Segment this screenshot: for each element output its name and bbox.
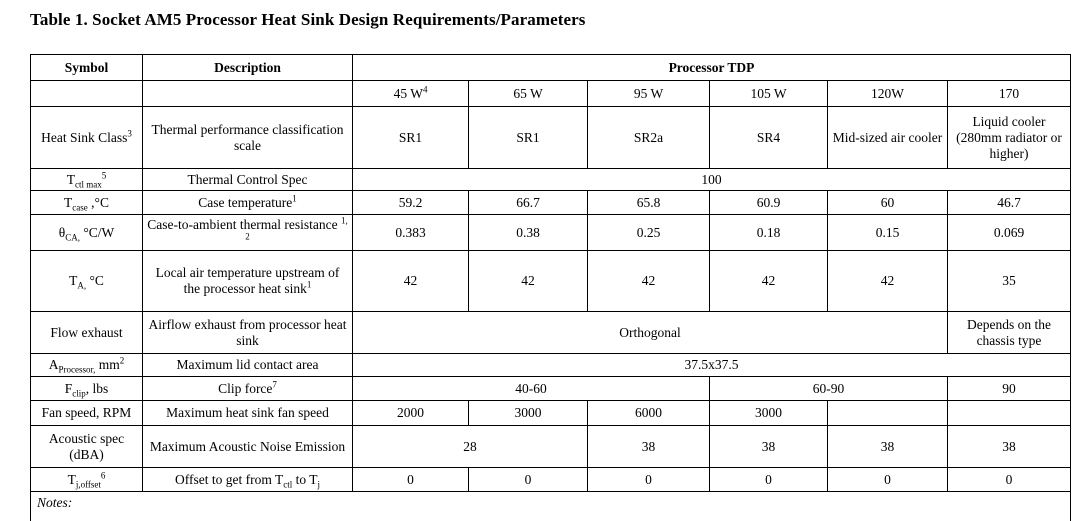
table-row-acoustic-spec bbox=[31, 426, 1071, 468]
description-cell: Case-to-ambient thermal resistance $^{1, 2}$ bbox=[143, 215, 353, 251]
tdp-column-header: 170 bbox=[948, 81, 1071, 107]
value-cell: 100 bbox=[353, 169, 1071, 191]
description-cell: Offset to get from $T_{ctl}$ to $T_j$ bbox=[143, 468, 353, 492]
symbol-cell: $T_{ctl max}^5$ bbox=[31, 169, 143, 191]
value-cell: Depends on the chassis type bbox=[948, 312, 1071, 354]
empty-cell bbox=[143, 81, 353, 107]
description-cell: Maximum heat sink fan speed bbox=[143, 401, 353, 426]
description-cell: Clip force$^7$ bbox=[143, 377, 353, 401]
value-cell: 6000 bbox=[588, 401, 710, 426]
description-cell: Thermal Control Spec bbox=[143, 169, 353, 191]
tdp-subheader-row bbox=[31, 81, 1071, 107]
description-cell: Local air temperature upstream of the processor heat sink$^1$ bbox=[143, 251, 353, 312]
symbol-cell: $T_{case}$ ,°C bbox=[31, 191, 143, 215]
col-header-tdp-group: Processor TDP bbox=[353, 55, 1071, 81]
value-cell: 0.15 bbox=[828, 215, 948, 251]
symbol-cell: $T_{A,}$ °C bbox=[31, 251, 143, 312]
value-cell: 38 bbox=[948, 426, 1071, 468]
symbol-cell: Acoustic spec (dBA) bbox=[31, 426, 143, 468]
value-cell: 40-60 bbox=[353, 377, 710, 401]
value-cell: 60 bbox=[828, 191, 948, 215]
value-cell: Mid-sized air cooler bbox=[828, 107, 948, 169]
col-header-description: Description bbox=[143, 55, 353, 81]
value-cell: 0 bbox=[828, 468, 948, 492]
value-cell: 42 bbox=[588, 251, 710, 312]
value-cell: 66.7 bbox=[469, 191, 588, 215]
value-cell: 42 bbox=[353, 251, 469, 312]
heatsink-requirements-table bbox=[30, 54, 1071, 521]
table-row-heat-sink-class bbox=[31, 107, 1071, 169]
tdp-column-header: 95 W bbox=[588, 81, 710, 107]
value-cell bbox=[828, 401, 948, 426]
value-cell: 0.25 bbox=[588, 215, 710, 251]
symbol-cell: Flow exhaust bbox=[31, 312, 143, 354]
notes-label: Notes: bbox=[31, 492, 1071, 521]
description-cell: Maximum Acoustic Noise Emission bbox=[143, 426, 353, 468]
value-cell: 0 bbox=[948, 468, 1071, 492]
tdp-column-header: 45 $W^4$ bbox=[353, 81, 469, 107]
description-cell: Airflow exhaust from processor heat sink bbox=[143, 312, 353, 354]
description-cell: Case temperature$^1$ bbox=[143, 191, 353, 215]
value-cell: 42 bbox=[828, 251, 948, 312]
value-cell: 0 bbox=[710, 468, 828, 492]
description-cell: Maximum lid contact area bbox=[143, 354, 353, 377]
value-cell: 0.38 bbox=[469, 215, 588, 251]
notes-row bbox=[31, 492, 1071, 521]
value-cell: 0.383 bbox=[353, 215, 469, 251]
value-cell: 42 bbox=[710, 251, 828, 312]
value-cell: 46.7 bbox=[948, 191, 1071, 215]
table-row-ta-local-air bbox=[31, 251, 1071, 312]
value-cell: SR2a bbox=[588, 107, 710, 169]
tdp-column-header: 65 W bbox=[469, 81, 588, 107]
table-row-tctl-max bbox=[31, 169, 1071, 191]
value-cell: 60.9 bbox=[710, 191, 828, 215]
table-row-tcase bbox=[31, 191, 1071, 215]
value-cell: 0.069 bbox=[948, 215, 1071, 251]
table-row-theta-ca bbox=[31, 215, 1071, 251]
description-cell: Thermal performance classification scale bbox=[143, 107, 353, 169]
value-cell: SR4 bbox=[710, 107, 828, 169]
value-cell: 0.18 bbox=[710, 215, 828, 251]
value-cell: 3000 bbox=[469, 401, 588, 426]
value-cell: 38 bbox=[710, 426, 828, 468]
symbol-cell: Heat Sink Class$^3$ bbox=[31, 107, 143, 169]
value-cell bbox=[948, 401, 1071, 426]
value-cell: 2000 bbox=[353, 401, 469, 426]
symbol-cell: $\theta_{CA,}$ °C/W bbox=[31, 215, 143, 251]
value-cell: 28 bbox=[353, 426, 588, 468]
tdp-column-header: 105 W bbox=[710, 81, 828, 107]
table-title: Table 1. Socket AM5 Processor Heat Sink Design Requirements/Parameters bbox=[30, 10, 586, 29]
value-cell: SR1 bbox=[469, 107, 588, 169]
value-cell: SR1 bbox=[353, 107, 469, 169]
value-cell: 90 bbox=[948, 377, 1071, 401]
table-row-a-processor bbox=[31, 354, 1071, 377]
value-cell: 38 bbox=[828, 426, 948, 468]
symbol-cell: Fan speed, RPM bbox=[31, 401, 143, 426]
symbol-cell: $T_{j,offset}^6$ bbox=[31, 468, 143, 492]
empty-cell bbox=[31, 81, 143, 107]
value-cell: 60-90 bbox=[710, 377, 948, 401]
value-cell: 37.5x37.5 bbox=[353, 354, 1071, 377]
value-cell: 0 bbox=[469, 468, 588, 492]
table-row-flow-exhaust bbox=[31, 312, 1071, 354]
value-cell: 65.8 bbox=[588, 191, 710, 215]
value-cell: 38 bbox=[588, 426, 710, 468]
value-cell: 59.2 bbox=[353, 191, 469, 215]
tdp-column-header: 120W bbox=[828, 81, 948, 107]
table-row-tj-offset bbox=[31, 468, 1071, 492]
value-cell: 35 bbox=[948, 251, 1071, 312]
value-cell: 0 bbox=[588, 468, 710, 492]
value-cell: Liquid cooler (280mm radiator or higher) bbox=[948, 107, 1071, 169]
table-row-fan-speed bbox=[31, 401, 1071, 426]
value-cell: Orthogonal bbox=[353, 312, 948, 354]
value-cell: 0 bbox=[353, 468, 469, 492]
symbol-cell: $A_{Processor,}$ $mm^2$ bbox=[31, 354, 143, 377]
table-row-f-clip bbox=[31, 377, 1071, 401]
header-row bbox=[31, 55, 1071, 81]
value-cell: 42 bbox=[469, 251, 588, 312]
col-header-symbol: Symbol bbox=[31, 55, 143, 81]
value-cell: 3000 bbox=[710, 401, 828, 426]
symbol-cell: $F_{clip}$, lbs bbox=[31, 377, 143, 401]
